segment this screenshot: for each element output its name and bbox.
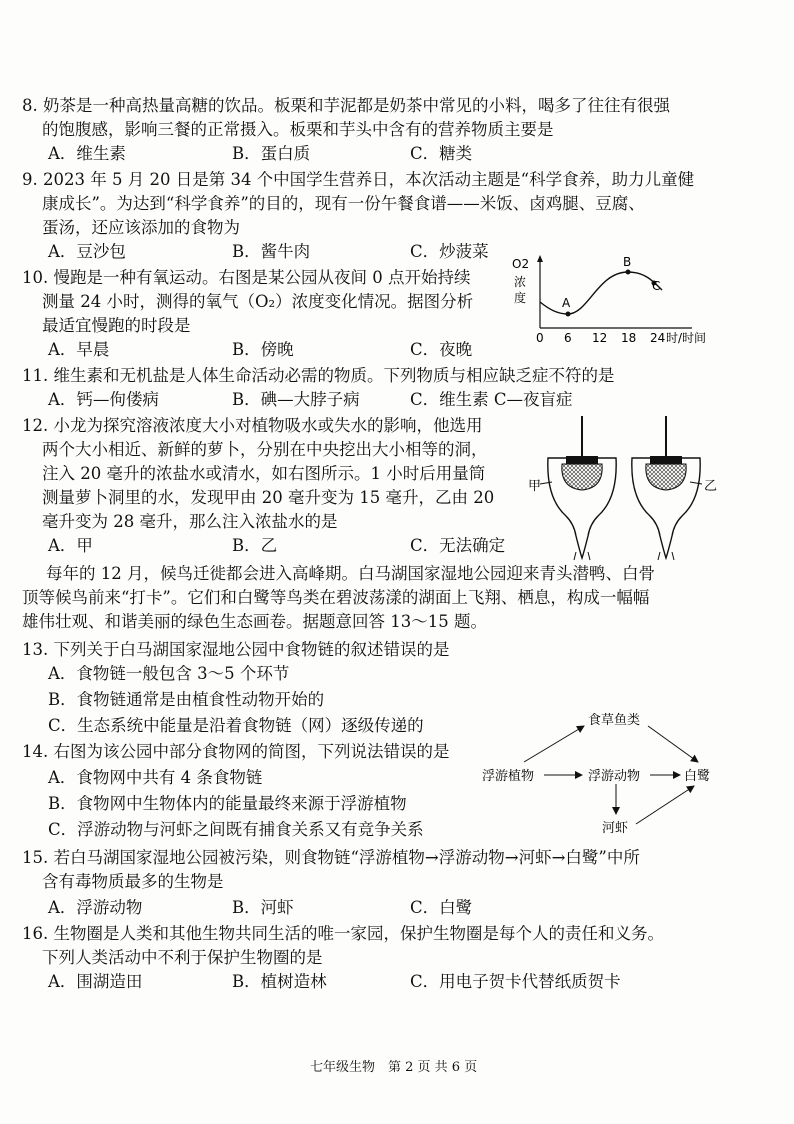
q10-option-c: C．夜晚 (410, 340, 473, 359)
q15-stem-line2: 含有毒物质最多的生物是 (42, 872, 224, 891)
q13-stem-line1: 13. 下列关于白马湖国家湿地公园中食物链的叙述错误的是 (22, 640, 450, 659)
oxygen-curve (540, 272, 662, 314)
point-a-label: A (562, 296, 571, 310)
q12-option-c: C．无法确定 (410, 536, 506, 555)
q12-stem-line5: 毫升变为 28 毫升，那么注入浓盐水的是 (42, 512, 338, 531)
stopper-yi (650, 456, 682, 464)
q9-stem-line2: 康成长”。为达到“科学食养”的目的，现有一份午餐食谱——米饭、卤鸡腿、豆腐、 (42, 194, 645, 213)
q16-stem-line2: 下列人类活动中不利于保护生物圈的是 (42, 948, 323, 967)
q15-stem-line1: 15. 若白马湖国家湿地公园被污染，则食物链“浮游植物→浮游动物→河虾→白鹭”中所 (22, 848, 640, 867)
q15-option-c: C．白鹭 (410, 898, 473, 917)
node-zooplankton: 浮游动物 (588, 769, 641, 784)
q10-option-a: A．早晨 (48, 340, 110, 359)
page-footer: 七年级生物 第 2 页 共 6 页 (310, 1060, 478, 1075)
q12-stem-line4: 测量萝卜洞里的水，发现甲由 20 毫升变为 15 毫升，乙由 20 (42, 488, 495, 507)
passage-line1: 每年的 12 月，候鸟迁徙都会进入高峰期。白马湖国家湿地公园迎来青头潜鸭、白骨 (46, 564, 655, 583)
q16-option-a: A．围湖造田 (48, 972, 143, 991)
point-c-label: C (652, 279, 661, 293)
radish-experiment-figure (522, 412, 722, 562)
q9-option-a: A．豆沙包 (48, 242, 126, 261)
q13-option-a: A．食物链一般包含 3～5 个环节 (48, 664, 290, 683)
q9-option-b: B．酱牛肉 (232, 242, 311, 261)
q11-option-c: C．维生素 C—夜盲症 (410, 390, 573, 409)
q12-stem-line2: 两个大小相近、新鲜的萝卜，分别在中央挖出大小相等的洞， (42, 440, 488, 459)
point-a-dot (566, 312, 571, 317)
x-tick-0: 0 (536, 331, 544, 345)
q10-stem-line1: 10. 慢跑是一种有氧运动。右图是某公园从夜间 0 点开始持续 (22, 268, 471, 287)
label-yi: 乙 (704, 479, 718, 494)
passage-line3: 雄伟壮观、和谐美丽的绿色生态画卷。据题意回答 13～15 题。 (22, 612, 487, 631)
q9-stem-line1: 9. 2023 年 5 月 20 日是第 34 个中国学生营养日，本次活动主题是“科学食养，助力儿童健 (22, 170, 695, 189)
q15-option-b: B．河虾 (232, 898, 294, 917)
q14-option-a: A．食物网中共有 4 条食物链 (48, 768, 263, 787)
q8-option-b: B．蛋白质 (232, 144, 311, 163)
point-b-dot (626, 270, 631, 275)
node-fish: 食草鱼类 (588, 713, 641, 728)
q8-option-c: C．糖类 (410, 144, 473, 163)
q10-option-b: B．傍晚 (232, 340, 294, 359)
q8-option-a: A．维生素 (48, 144, 126, 163)
y-axis-arrow (537, 255, 543, 262)
stopper-jia (566, 456, 598, 464)
q12-stem-line3: 注入 20 毫升的浓盐水或清水，如右图所示。1 小时后用量筒 (42, 464, 486, 483)
q16-option-c: C．用电子贺卡代替纸质贺卡 (410, 972, 621, 991)
q8-stem-line2: 的饱腹感，影响三餐的正常摄入。板栗和芋头中含有的营养物质主要是 (42, 120, 554, 139)
radish-jia (548, 416, 616, 560)
y-label-du: 度 (514, 291, 527, 305)
label-jia: 甲 (528, 479, 542, 494)
q12-option-a: A．甲 (48, 536, 93, 555)
q8-stem-line1: 8. 奶茶是一种高热量高糖的饮品。板栗和芋泥都是奶茶中常见的小料，喝多了往往有很强 (22, 96, 670, 115)
q13-option-b: B．食物链通常是由植食性动物开始的 (48, 690, 325, 709)
q12-stem-line1: 12. 小龙为探究溶液浓度大小对植物吸水或失水的影响，他选用 (22, 416, 483, 435)
arrow-fish-egret (648, 726, 698, 762)
node-shrimp: 河虾 (602, 821, 629, 836)
q14-stem-line1: 14. 右图为该公园中部分食物网的简图，下列说法错误的是 (22, 742, 450, 761)
oxygen-curve-chart (506, 252, 726, 352)
q16-stem-line1: 16. 生物圈是人类和其他生物共同生活的唯一家园，保护生物圈是每个人的责任和义务。 (22, 924, 664, 943)
q10-stem-line3: 最适宜慢跑的时段是 (42, 316, 191, 335)
q11-option-b: B．碘—大脖子病 (232, 390, 360, 409)
y-label-o2: O2 (512, 257, 530, 271)
x-tick-12: 12 (592, 331, 608, 345)
radish-yi (632, 416, 700, 560)
food-web-diagram (476, 704, 736, 844)
q11-stem-line1: 11. 维生素和无机盐是人体生命活动必需的物质。下列物质与相应缺乏症不符的是 (22, 366, 615, 385)
passage-line2: 顶等候鸟前来“打卡”。它们和白鹭等鸟类在碧波荡漾的湖面上飞翔、栖息，构成一幅幅 (22, 588, 650, 607)
q14-option-c: C．浮游动物与河虾之间既有捕食关系又有竞争关系 (48, 820, 424, 839)
q14-option-b: B．食物网中生物体内的能量最终来源于浮游植物 (48, 794, 407, 813)
q9-stem-line3: 蛋汤，还应该添加的食物为 (42, 218, 240, 237)
node-phytoplankton: 浮游植物 (482, 769, 535, 784)
node-egret: 白鹭 (684, 769, 711, 784)
q10-stem-line2: 测量 24 小时，测得的氧气（O₂）浓度变化情况。据图分析 (42, 292, 474, 311)
liquid-yi (646, 464, 686, 490)
x-tick-24: 24 (650, 331, 666, 345)
arrow-phyto-fish (524, 726, 584, 762)
x-label: 时/时间 (666, 331, 707, 345)
q16-option-b: B．植树造林 (232, 972, 327, 991)
q13-option-c: C．生态系统中能量是沿着食物链（网）逐级传递的 (48, 716, 424, 735)
x-tick-18: 18 (621, 331, 637, 345)
arrow-shrimp-egret (636, 786, 694, 824)
q9-option-c: C．炒菠菜 (410, 242, 489, 261)
y-label-nong: 浓 (514, 275, 527, 289)
liquid-jia (562, 464, 602, 490)
q11-option-a: A．钙—佝偻病 (48, 390, 159, 409)
q15-option-a: A．浮游动物 (48, 898, 143, 917)
x-tick-6: 6 (564, 331, 572, 345)
point-b-label: B (623, 255, 632, 269)
q12-option-b: B．乙 (232, 536, 278, 555)
